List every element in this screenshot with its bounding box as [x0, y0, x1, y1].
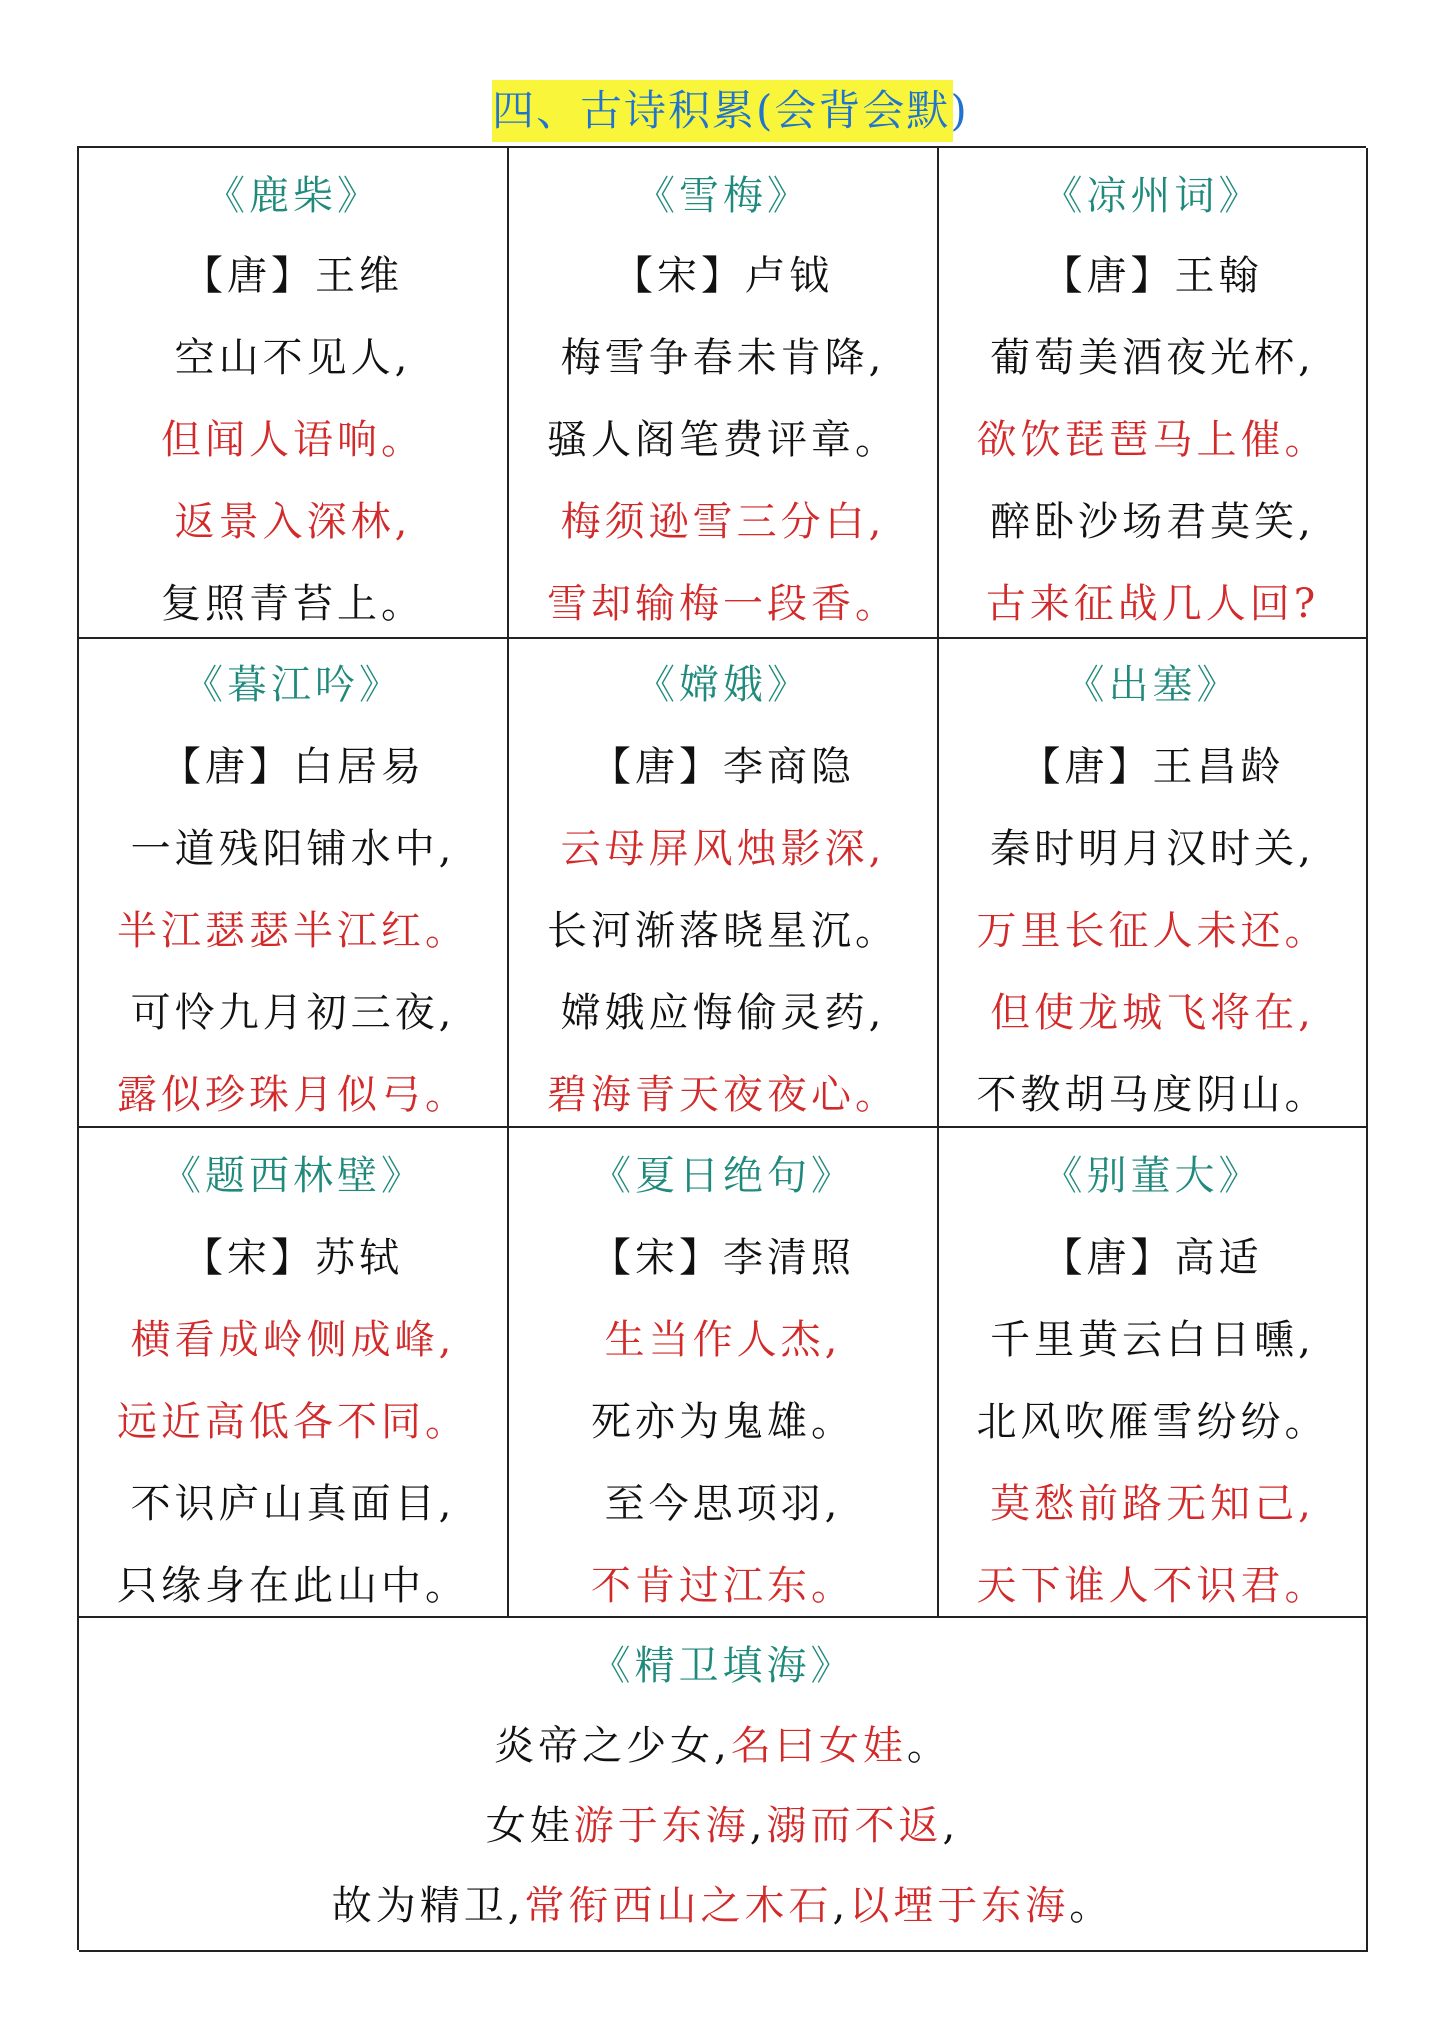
poem-line: 碧海青天夜夜心。 [547, 1072, 899, 1118]
prose-line [79, 1796, 1366, 1856]
poem-line: 北风吹雁雪纷纷。 [976, 1399, 1329, 1445]
poem-line: 空山不见人, [174, 335, 412, 381]
poem-line: 嫦娥应悔偷灵药, [560, 990, 886, 1036]
poem-author: 【唐】王翰 [1042, 253, 1263, 299]
poem-line: 死亦为鬼雄。 [591, 1399, 855, 1445]
poem-line: 千里黄云白日曛, [990, 1317, 1315, 1363]
poem-line: 复照青苔上。 [161, 581, 425, 627]
poem-line: 莫愁前路无知己, [990, 1481, 1315, 1527]
poem-line: 天下谁人不识君。 [976, 1563, 1329, 1609]
poem-author: 【唐】李商隐 [591, 744, 855, 790]
prose-segment: 。 [1069, 1883, 1114, 1929]
poem-line: 梅须逊雪三分白, [560, 499, 886, 545]
poem-cell-chusai [939, 639, 1368, 1128]
poem-author: 【宋】李清照 [591, 1235, 855, 1281]
poem-cell-xiarijueju [509, 1128, 939, 1618]
poem-title: 《暮江吟》 [183, 662, 403, 708]
poem-line: 远近高低各不同。 [117, 1399, 469, 1445]
poem-line: 生当作人杰, [604, 1317, 842, 1363]
poem-author: 【唐】王昌龄 [1020, 744, 1285, 790]
poem-line: 不教胡马度阴山。 [976, 1072, 1329, 1118]
poem-line: 骚人阁笔费评章。 [547, 417, 899, 463]
poem-line: 醉卧沙场君莫笑, [990, 499, 1315, 545]
prose-segment-red: 名曰女娃 [730, 1723, 907, 1769]
poem-title: 《雪梅》 [635, 173, 811, 219]
prose-segment: , [832, 1883, 850, 1929]
poem-line: 不肯过江东。 [591, 1563, 855, 1609]
poem-author: 【宋】苏轼 [183, 1235, 403, 1281]
poem-line: 一道残阳铺水中, [130, 826, 456, 872]
poem-cell-tixilinbi [79, 1128, 509, 1618]
poem-line: 半江瑟瑟半江红。 [117, 908, 469, 954]
poem-line: 梅雪争春未肯降, [560, 335, 886, 381]
section-title: 四、古诗积累(会背会默) [492, 80, 953, 142]
prose-segment-red: 常衔西山之木石 [524, 1883, 833, 1929]
poem-cell-liangzhouci [939, 148, 1368, 639]
poem-line: 只缘身在此山中。 [117, 1563, 469, 1609]
poem-line: 不识庐山真面目, [130, 1481, 456, 1527]
prose-segment: , [942, 1803, 960, 1849]
poem-title: 《题西林壁》 [161, 1153, 425, 1199]
poem-author: 【宋】卢钺 [613, 253, 833, 299]
poem-line: 葡萄美酒夜光杯, [990, 335, 1315, 381]
poem-cell-biedongda [939, 1128, 1368, 1618]
poem-author: 【唐】高适 [1042, 1235, 1263, 1281]
prose-segment: , [749, 1803, 767, 1849]
poem-title: 《别董大》 [1042, 1153, 1263, 1199]
poem-line: 可怜九月初三夜, [130, 990, 456, 1036]
poem-title: 《凉州词》 [1042, 173, 1263, 219]
poem-cell-change [509, 639, 939, 1128]
prose-segment: 炎帝之少女, [494, 1723, 731, 1769]
poem-line: 至今思项羽, [604, 1481, 842, 1527]
poem-author: 【唐】王维 [183, 253, 403, 299]
prose-line [79, 1876, 1366, 1936]
poem-line: 云母屏风烛影深, [560, 826, 886, 872]
prose-segment: 女娃 [485, 1803, 574, 1849]
poem-line: 但闻人语响。 [161, 417, 425, 463]
prose-segment: 故为精卫, [331, 1883, 525, 1929]
poem-grid [77, 146, 1366, 1950]
poem-title: 《嫦娥》 [635, 662, 811, 708]
poem-line: 雪却输梅一段香。 [547, 581, 899, 627]
poem-line: 欲饮琵琶马上催。 [976, 417, 1329, 463]
poem-line: 秦时明月汉时关, [990, 826, 1315, 872]
poem-line: 古来征战几人回? [985, 581, 1320, 627]
poem-title: 《夏日绝句》 [591, 1153, 855, 1199]
prose-segment-red: 游于东海 [573, 1803, 750, 1849]
poem-title: 《出塞》 [1064, 662, 1241, 708]
poem-line: 露似珍珠月似弓。 [117, 1072, 469, 1118]
poem-title: 《精卫填海》 [590, 1643, 855, 1689]
poem-line: 万里长征人未还。 [976, 908, 1329, 954]
poem-author: 【唐】白居易 [161, 744, 425, 790]
poem-cell-xuemei [509, 148, 939, 639]
poem-line: 但使龙城飞将在, [990, 990, 1315, 1036]
poem-cell-mujiangyin [79, 639, 509, 1128]
poem-line: 返景入深林, [174, 499, 412, 545]
prose-line [79, 1716, 1366, 1776]
poem-line: 长河渐落晓星沉。 [547, 908, 899, 954]
poem-title: 《鹿柴》 [205, 173, 381, 219]
poem-line: 横看成岭侧成峰, [130, 1317, 456, 1363]
prose-segment: 。 [906, 1723, 951, 1769]
prose-segment-red: 溺而不返 [766, 1803, 943, 1849]
poem-cell-jingwei [79, 1618, 1368, 1952]
prose-segment-red: 以堙于东海 [849, 1883, 1070, 1929]
poem-cell-luzhai [79, 148, 509, 639]
